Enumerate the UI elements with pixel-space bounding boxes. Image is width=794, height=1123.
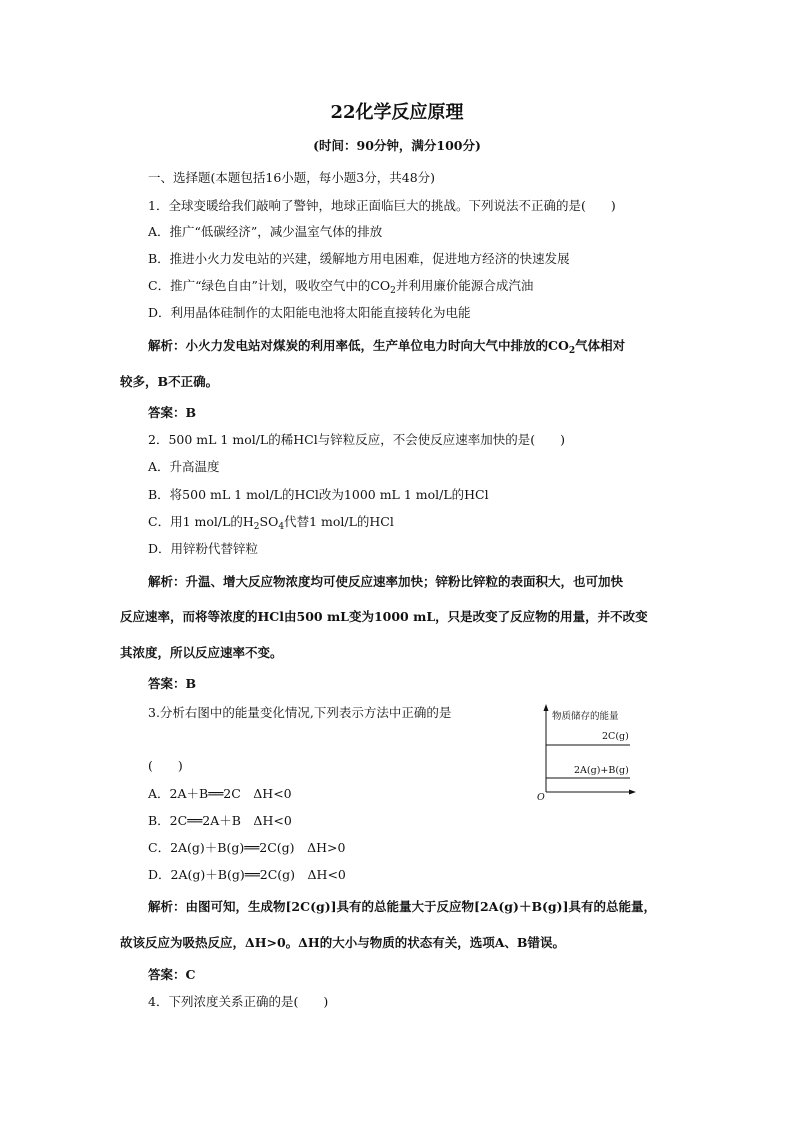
q2-option-c-sub2: 4 xyxy=(278,522,285,532)
energy-level-reactant-label: 2A(g)+B(g) xyxy=(574,765,629,776)
q1-explanation-text2: 气体相对 xyxy=(575,338,626,353)
q3-explanation-line2: 故该反应为吸热反应，ΔH>0。ΔH的大小与物质的状态有关，选项A、B错误。 xyxy=(120,935,565,950)
q2-option-c xyxy=(148,514,394,530)
q1-stem: 1．全球变暖给我们敲响了警钟，地球正面临巨大的挑战。下列说法不正确的是( ) xyxy=(148,198,616,213)
energy-axis-label: 物质储存的能量 xyxy=(552,711,619,722)
q1-answer-value: B xyxy=(185,405,197,420)
q2-stem: 2．500 mL 1 mol/L的稀HCl与锌粒反应，不会使反应速率加快的是( ) xyxy=(148,432,565,447)
q1-explanation-text: 小火力发电站对煤炭的利用率低，生产单位电力时向大气中排放的CO xyxy=(185,338,569,353)
q3-stem: 3.分析右图中的能量变化情况,下列表示方法中正确的是 xyxy=(148,705,452,720)
q1-explanation-line2: 较多，B不正确。 xyxy=(120,374,219,389)
q1-answer-label: 答案： xyxy=(148,405,186,420)
q2-option-c-text3: 代替1 mol/L的HCl xyxy=(284,514,394,529)
q3-option-c: C．2A(g)＋B(g)══2C(g) ΔH>0 xyxy=(148,840,346,855)
q1-option-c-text: C．推广“绿色自由”计划，吸收空气中的CO xyxy=(148,278,391,293)
q1-option-c-sub: 2 xyxy=(390,286,396,296)
q1-answer xyxy=(148,405,196,421)
q2-explanation-label: 解析： xyxy=(148,574,186,589)
q2-option-b: B．将500 mL 1 mol/L的HCl改为1000 mL 1 mol/L的HCl xyxy=(148,487,489,502)
energy-diagram xyxy=(530,700,642,802)
q2-answer-label: 答案： xyxy=(148,676,186,691)
q2-answer-value: B xyxy=(185,676,197,691)
q2-explanation-line3: 其浓度，所以反应速率不变。 xyxy=(120,645,283,660)
q3-answer xyxy=(148,967,195,983)
q3-answer-label: 答案： xyxy=(148,967,186,982)
page-subtitle: (时间：90分钟，满分100分) xyxy=(313,138,481,153)
page-title: 22化学反应原理 xyxy=(330,102,464,123)
energy-level-product-label: 2C(g) xyxy=(602,731,629,742)
q2-explanation-line2: 反应速率，而将等浓度的HCl由500 mL变为1000 mL，只是改变了反应物的用量，并不改变 xyxy=(120,609,648,624)
q3-explanation-line1 xyxy=(148,899,656,915)
q3-explanation-label: 解析： xyxy=(148,899,186,914)
q2-option-c-text2: SO xyxy=(259,514,279,529)
q2-explanation-text: 升温、增大反应物浓度均可使反应速率加快；锌粉比锌粒的表面积大，也可加快 xyxy=(185,574,624,589)
q1-option-b: B．推进小火力发电站的兴建，缓解地方用电困难，促进地方经济的快速发展 xyxy=(148,251,570,266)
q2-answer xyxy=(148,676,196,692)
q3-option-b: B．2C══2A＋B ΔH<0 xyxy=(148,813,292,828)
q2-option-d: D．用锌粉代替锌粒 xyxy=(148,541,259,556)
q1-option-a: A．推广“低碳经济”，减少温室气体的排放 xyxy=(148,224,383,239)
q3-answer-paren: ( ) xyxy=(148,758,183,773)
origin-label: O xyxy=(537,792,545,802)
q1-explanation-sub: 2 xyxy=(568,346,576,356)
section-heading: 一、选择题(本题包括16小题，每小题3分，共48分) xyxy=(148,170,436,185)
x-axis-arrow-icon xyxy=(629,790,636,795)
q2-option-c-sub1: 2 xyxy=(253,522,260,532)
q3-answer-value: C xyxy=(185,967,196,982)
y-axis-arrow-icon xyxy=(544,704,549,711)
q1-explanation-line1 xyxy=(148,338,625,354)
q1-explanation-label: 解析： xyxy=(148,338,186,353)
q2-option-a: A．升高温度 xyxy=(148,459,220,474)
q2-explanation-line1 xyxy=(148,574,623,590)
q1-option-c xyxy=(148,278,533,294)
q1-option-d: D．利用晶体硅制作的太阳能电池将太阳能直接转化为电能 xyxy=(148,305,471,320)
q1-option-c-text2: 并利用廉价能源合成汽油 xyxy=(395,278,534,293)
q3-explanation-text: 由图可知，生成物[2C(g)]具有的总能量大于反应物[2A(g)＋B(g)]具有的总能量， xyxy=(185,899,656,914)
q3-option-d: D．2A(g)＋B(g)══2C(g) ΔH<0 xyxy=(148,867,346,882)
q3-option-a: A．2A＋B══2C ΔH<0 xyxy=(148,786,292,801)
q2-option-c-text: C．用1 mol/L的H xyxy=(148,514,254,529)
q4-stem: 4．下列浓度关系正确的是( ) xyxy=(148,994,329,1009)
